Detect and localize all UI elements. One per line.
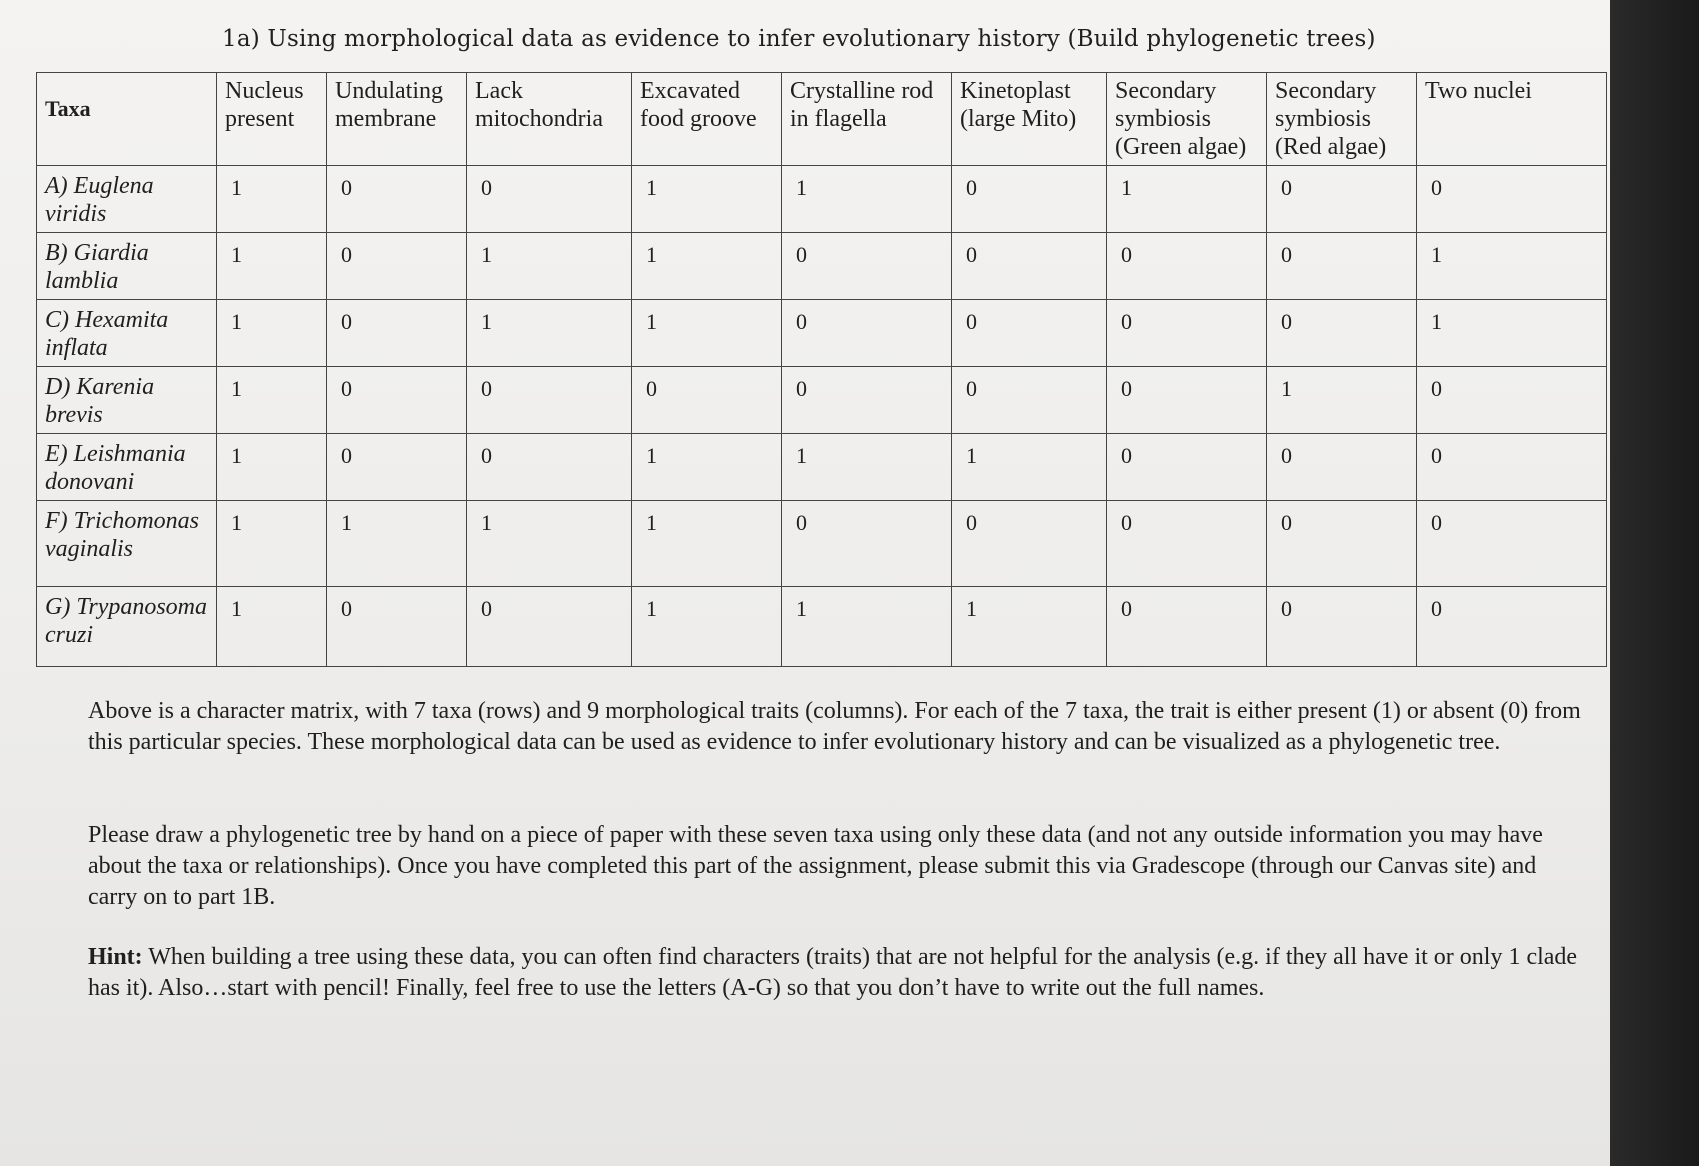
trait-value-cell: 1 [217, 300, 327, 367]
taxon-cell: E) Leishmania donovani [37, 434, 217, 501]
trait-value-cell: 0 [467, 367, 632, 434]
trait-value-cell: 1 [217, 501, 327, 587]
trait-value-cell: 1 [1107, 166, 1267, 233]
trait-value-cell: 1 [632, 501, 782, 587]
table-row [37, 501, 1607, 587]
trait-value-cell: 0 [952, 367, 1107, 434]
trait-value-cell: 1 [782, 587, 952, 667]
trait-header: Excavated food groove [632, 73, 782, 166]
trait-value-cell: 0 [782, 501, 952, 587]
trait-value-cell: 0 [1267, 233, 1417, 300]
taxon-cell: B) Giardia lamblia [37, 233, 217, 300]
instructions-paragraph-1: Above is a character matrix, with 7 taxa (rows) and 9 morphological traits (columns). For each of the 7 taxa, the trait is either present (1) or absent (0) from this particular species. These morphological data can be used as evidence to infer evolutionary history and can be visualized as a phylogenetic tree. [88, 698, 1581, 755]
background-edge [1610, 0, 1699, 1166]
trait-value-cell: 0 [952, 300, 1107, 367]
trait-value-cell: 1 [217, 434, 327, 501]
taxon-cell: F) Trichomonas vaginalis [37, 501, 217, 587]
matrix-header-row [37, 73, 1607, 166]
trait-header: Secondary symbiosis (Green algae) [1107, 73, 1267, 166]
hint-text: When building a tree using these data, you can often find characters (traits) that are not helpful for the analysis (e.g. if they all have it or only 1 clade has it). Also…start with pencil! Finally, feel free to use the letters (A-G) so that you don’t have to write out the full names. [88, 944, 1578, 1001]
trait-value-cell: 1 [1267, 367, 1417, 434]
trait-value-cell: 1 [632, 587, 782, 667]
trait-value-cell: 0 [327, 233, 467, 300]
table-row [37, 434, 1607, 501]
trait-header: Kinetoplast (large Mito) [952, 73, 1107, 166]
trait-value-cell: 0 [1417, 166, 1607, 233]
trait-value-cell: 0 [1107, 300, 1267, 367]
trait-value-cell: 1 [217, 166, 327, 233]
trait-value-cell: 0 [1267, 300, 1417, 367]
taxa-header: Taxa [37, 73, 217, 166]
trait-value-cell: 1 [632, 166, 782, 233]
table-row [37, 166, 1607, 233]
trait-value-cell: 0 [1417, 587, 1607, 667]
trait-value-cell: 1 [632, 434, 782, 501]
instructions-paragraph-2: Please draw a phylogenetic tree by hand on a piece of paper with these seven taxa using only these data (and not any outside information you may have about the taxa or relationships). Once you have completed this part of the assignment, please submit this via Gradescope (through our Canvas site) and carry on to part 1B. [88, 822, 1543, 910]
trait-value-cell: 1 [217, 367, 327, 434]
trait-header: Crystalline rod in flagella [782, 73, 952, 166]
table-row [37, 587, 1607, 667]
taxon-cell: G) Trypanosoma cruzi [37, 587, 217, 667]
trait-value-cell: 0 [1107, 233, 1267, 300]
trait-value-cell: 1 [952, 587, 1107, 667]
hint-label: Hint: [88, 944, 143, 970]
trait-value-cell: 0 [782, 367, 952, 434]
trait-value-cell: 1 [327, 501, 467, 587]
table-row [37, 300, 1607, 367]
trait-value-cell: 0 [327, 166, 467, 233]
trait-value-cell: 0 [467, 434, 632, 501]
trait-value-cell: 0 [1417, 501, 1607, 587]
trait-value-cell: 0 [1417, 367, 1607, 434]
trait-value-cell: 0 [327, 367, 467, 434]
taxon-cell: A) Euglena viridis [37, 166, 217, 233]
trait-header: Secondary symbiosis (Red algae) [1267, 73, 1417, 166]
trait-value-cell: 1 [467, 300, 632, 367]
trait-value-cell: 1 [952, 434, 1107, 501]
trait-header: Nucleus present [217, 73, 327, 166]
trait-value-cell: 1 [217, 233, 327, 300]
page-title: 1a) Using morphological data as evidence to infer evolutionary history (Build phylogenetic trees) [222, 26, 1376, 52]
trait-value-cell: 0 [1417, 434, 1607, 501]
trait-value-cell: 1 [782, 166, 952, 233]
trait-value-cell: 0 [952, 233, 1107, 300]
trait-value-cell: 0 [782, 233, 952, 300]
trait-value-cell: 1 [1417, 233, 1607, 300]
trait-value-cell: 0 [782, 300, 952, 367]
trait-value-cell: 1 [467, 501, 632, 587]
taxon-cell: D) Karenia brevis [37, 367, 217, 434]
trait-value-cell: 0 [952, 501, 1107, 587]
table-row [37, 367, 1607, 434]
trait-value-cell: 0 [327, 434, 467, 501]
trait-value-cell: 0 [1267, 434, 1417, 501]
trait-value-cell: 0 [1267, 501, 1417, 587]
trait-header: Lack mitochondria [467, 73, 632, 166]
trait-value-cell: 1 [632, 300, 782, 367]
character-matrix [36, 72, 1607, 667]
trait-header: Two nuclei [1417, 73, 1607, 166]
trait-value-cell: 0 [1107, 501, 1267, 587]
trait-header: Undulating membrane [327, 73, 467, 166]
trait-value-cell: 0 [467, 166, 632, 233]
trait-value-cell: 0 [327, 587, 467, 667]
taxon-cell: C) Hexamita inflata [37, 300, 217, 367]
trait-value-cell: 0 [1107, 587, 1267, 667]
trait-value-cell: 0 [1107, 434, 1267, 501]
hint-paragraph [88, 942, 1588, 1004]
table-row [37, 233, 1607, 300]
trait-value-cell: 0 [952, 166, 1107, 233]
trait-value-cell: 1 [632, 233, 782, 300]
trait-value-cell: 0 [467, 587, 632, 667]
trait-value-cell: 0 [327, 300, 467, 367]
trait-value-cell: 1 [217, 587, 327, 667]
trait-value-cell: 1 [1417, 300, 1607, 367]
trait-value-cell: 0 [1267, 166, 1417, 233]
trait-value-cell: 0 [632, 367, 782, 434]
trait-value-cell: 0 [1107, 367, 1267, 434]
trait-value-cell: 1 [782, 434, 952, 501]
trait-value-cell: 0 [1267, 587, 1417, 667]
trait-value-cell: 1 [467, 233, 632, 300]
